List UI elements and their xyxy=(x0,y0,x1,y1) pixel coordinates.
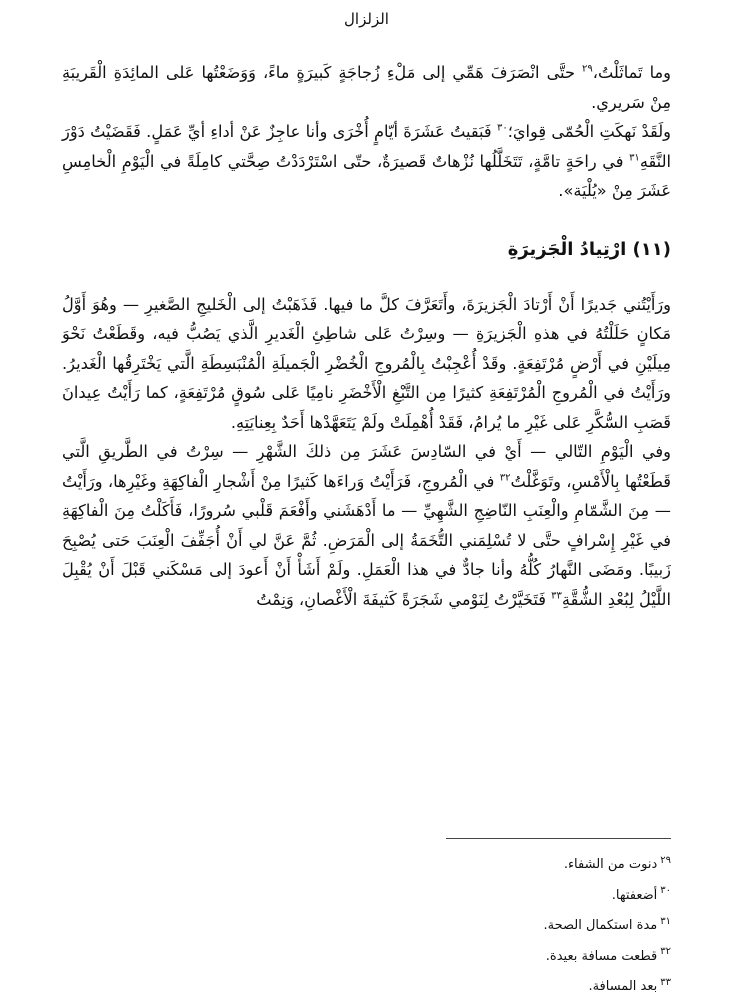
footnote-33: $^{٣٣}$بعد المسافة. xyxy=(588,976,671,994)
footnote-29: $^{٢٩}$دنوت من الشفاء. xyxy=(563,854,671,872)
footnote-31: $^{٣١}$مدة استكمال الصحة. xyxy=(543,915,671,933)
paragraph-3: ورَأَيْتُني جَديرًا أَنْ أَرْتادَ الْجَزيرَةَ، وأَتَعَرَّفَ كلَّ ما فيها. فَذَهَبْتُ إلى الْخَليجِ الصَّغيرِ — وهُوَ أَوَّلُ مَكانٍ حَلَلْتُهُ في هذهِ الْجَزيرَةِ — وسِرْتُ عَلى شاطِئِ الْغَديرِ الَّذي يَصُبُّ فيه، وقَطَعْتُ نَحْوَ مِيلَيْنِ في أَرْضٍ مُرْتَفِعَةٍ. وقَدْ أُعْجِبْتُ بِالْمُروجِ الْخُضْرِ الْجَميلَةِ الْمُنْبَسِطَةِ الَّتي يَخْتَرِقُها الْغَديرُ. ورَأَيْتُ في الْمُروجِ الْمُرْتَفِعَةِ كثيرًا مِن التَّبْغِ الْأَخْضَرِ نامِيًا عَلى سُوقٍ مُرْتَفِعَةٍ، كما رَأَيْتُ عِيدانَ قَصَبِ السُّكَّرِ عَلى غَيْرِ ما يُرامُ، فَقَدْ أُهْمِلَتْ ولَمْ يَتَعَهَّدْها أَحَدٌ بِعِنايَتِهِ. xyxy=(62,294,671,432)
footnotes xyxy=(62,850,671,1003)
footnote-ref-31[interactable]: ٣١ xyxy=(629,152,640,164)
footnote-ref-30[interactable]: ٣٠ xyxy=(496,122,508,134)
footnote-ref-32[interactable]: ٣٢ xyxy=(499,472,511,484)
paragraph-2: ولَقَدْ نَهكَتِ الْحُمّى قِوايَ؛$^{٣٠}$ فَبَقيتُ عَشَرَةَ أيّامٍ أُخْرَى وأنا عاجِزٌ عَنْ أداءِ أيِّ عَمَلٍ. فَقَضَيْتُ دَوْرَ النَّقَهِ$^{٣١}$ في راحَةٍ تامَّةٍ، تَتَخَلَّلُها نُزْهاتٌ قَصيرَةٌ، حتّى اسْتَرْدَدْتُ صِحَّتي كامِلَةً في الْيَوْمِ الْخامِسِ عَشَرَ مِنْ «يُلْيَة». xyxy=(62,122,671,200)
footnote-ref-29[interactable]: ٢٩ xyxy=(582,63,593,75)
footnote-30: $^{٣٠}$أضعفتها. xyxy=(611,885,671,903)
footnote-32: $^{٣٢}$قطعت مسافة بعيدة. xyxy=(545,946,671,964)
paragraph-4: وفي الْيَوْمِ التّالي — أَيْ في السّادِسَ عَشَرَ مِن ذلكَ الشَّهْرِ — سِرْتُ في الطَّريقِ الَّتي قَطَعْتُها بِالْأَمْسِ، وتَوَغَّلْتُ$^{٣٢}$ في الْمُروجِ، فَرَأَيْتُ وَراءَها كَثيرًا مِنْ أَشْجارِ الْفاكِهَةِ وغَيْرِها، ورَأَيْتُ — مِنَ الشَّمّامِ والْعِنَبِ النّاضِجِ الشَّهِيِّ — ما أَدْهَشَني وأَفْعَمَ قَلْبي سُرورًا، فَأَكَلْتُ مِنَ الْفاكِهَةِ في غَيْرِ إِسْرافٍ حتَّى لا تُسْلِمَني التُّخَمَةُ إلى الْمَرَضِ. ثُمَّ عَنَّ لي أَنْ أُجَفِّفَ الْعِنَبَ حَتى يُصْبِحَ زَبيبًا. ومَضَى النَّهارُ كُلُّهُ وأنا جادٌّ في هذا الْعَمَلِ. ولَمْ أَشَأْ أَنْ أَعودَ إلى مَسْكَني قَبْلَ أَنْ يُقْبِلَ اللَّيْلُ لِبُعْدِ الشُّقَّةِ$^{٣٣}$ فَتَخَيَّرْتُ لِنَوْمي شَجَرَةً كَثيفَةَ الْأَغْصانِ، وَنِمْتُ xyxy=(62,442,671,609)
section-heading: (١١) ارْتِيادُ الْجَزيرَةِ xyxy=(507,238,671,260)
main-text xyxy=(62,58,671,614)
footnote-divider xyxy=(446,838,671,839)
running-header: الزلزال xyxy=(344,10,389,28)
paragraph-1: وما تَماثَلْتُ،$^{٢٩}$ حتَّى انْصَرَفَ هَمِّي إلى مَلْءِ زُجاجَةٍ كَبيرَةٍ ماءً، وَوَضَعْتُها عَلى المائِدَةِ الْقَريبَةِ مِنْ سَريري. xyxy=(62,63,671,112)
footnote-ref-33[interactable]: ٣٣ xyxy=(551,590,562,602)
